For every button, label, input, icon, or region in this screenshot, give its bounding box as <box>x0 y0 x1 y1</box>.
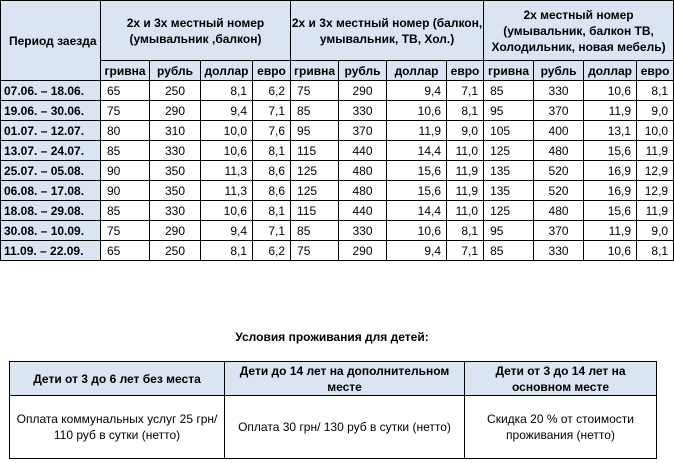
price-cell: 250 <box>150 81 201 101</box>
price-cell: 330 <box>150 201 201 221</box>
price-cell: 10,6 <box>584 81 637 101</box>
table-row <box>1 121 674 141</box>
kids-header: Дети до 14 лет на дополнительном месте <box>225 362 465 396</box>
price-cell: 65 <box>101 241 150 261</box>
price-cell: 9,0 <box>447 121 484 141</box>
price-cell: 105 <box>484 121 534 141</box>
period-cell: 25.07. – 05.08. <box>1 161 101 181</box>
kids-condition-value: Оплата коммунальных услуг 25 грн/ 110 руб в сутки (нетто) <box>10 396 225 459</box>
kids-conditions-table <box>9 361 657 459</box>
price-cell: 290 <box>339 241 387 261</box>
price-cell: 125 <box>291 181 339 201</box>
table-row <box>1 101 674 121</box>
price-cell: 85 <box>291 221 339 241</box>
price-cell: 11,9 <box>637 141 674 161</box>
price-cell: 85 <box>291 101 339 121</box>
price-cell: 11,9 <box>584 221 637 241</box>
price-cell: 9,0 <box>637 101 674 121</box>
price-cell: 8,6 <box>253 181 291 201</box>
price-cell: 11,9 <box>447 181 484 201</box>
price-cell: 8,1 <box>637 81 674 101</box>
period-header: Период заезда <box>1 1 101 81</box>
table-row <box>1 161 674 181</box>
price-cell: 6,2 <box>253 241 291 261</box>
price-cell: 90 <box>101 161 150 181</box>
price-cell: 95 <box>291 121 339 141</box>
price-cell: 75 <box>101 101 150 121</box>
price-cell: 8,1 <box>253 141 291 161</box>
price-cell: 520 <box>534 161 584 181</box>
price-cell: 13,1 <box>584 121 637 141</box>
price-cell: 290 <box>150 221 201 241</box>
period-cell: 19.06. – 30.06. <box>1 101 101 121</box>
price-cell: 90 <box>101 181 150 201</box>
price-cell: 330 <box>534 81 584 101</box>
kids-header: Дети от 3 до 6 лет без места <box>10 362 225 396</box>
table-row <box>1 201 674 221</box>
price-cell: 15,6 <box>584 141 637 161</box>
period-cell: 18.08. – 29.08. <box>1 201 101 221</box>
price-cell: 480 <box>534 201 584 221</box>
price-cell: 9,0 <box>637 221 674 241</box>
currency-header: гривна <box>484 61 534 81</box>
price-cell: 10,0 <box>201 121 253 141</box>
price-cell: 11,9 <box>584 101 637 121</box>
price-cell: 80 <box>101 121 150 141</box>
price-cell: 115 <box>291 141 339 161</box>
table-row <box>1 81 674 101</box>
price-cell: 16,9 <box>584 161 637 181</box>
price-cell: 11,9 <box>637 201 674 221</box>
price-cell: 11,0 <box>447 201 484 221</box>
price-cell: 370 <box>534 221 584 241</box>
table-row <box>1 141 674 161</box>
price-cell: 15,6 <box>387 161 447 181</box>
price-cell: 11,9 <box>447 161 484 181</box>
price-cell: 16,9 <box>584 181 637 201</box>
price-cell: 15,6 <box>387 181 447 201</box>
price-cell: 440 <box>339 141 387 161</box>
period-cell: 11.09. – 22.09. <box>1 241 101 261</box>
price-cell: 10,6 <box>387 101 447 121</box>
price-cell: 11,3 <box>201 161 253 181</box>
currency-header: евро <box>637 61 674 81</box>
price-cell: 310 <box>150 121 201 141</box>
price-cell: 85 <box>484 241 534 261</box>
room-type-header: 2х и 3х местный номер (умывальник ,балкон) <box>101 1 291 61</box>
price-cell: 330 <box>534 241 584 261</box>
table-row <box>1 181 674 201</box>
period-cell: 07.06. – 18.06. <box>1 81 101 101</box>
price-cell: 330 <box>339 221 387 241</box>
period-cell: 30.08. – 10.09. <box>1 221 101 241</box>
price-cell: 75 <box>291 81 339 101</box>
currency-header: гривна <box>101 61 150 81</box>
conditions-title: Условия проживания для детей: <box>235 330 429 344</box>
price-cell: 6,2 <box>253 81 291 101</box>
price-cell: 85 <box>484 81 534 101</box>
price-cell: 9,4 <box>387 81 447 101</box>
price-cell: 290 <box>150 101 201 121</box>
price-cell: 125 <box>291 161 339 181</box>
price-cell: 7,1 <box>253 101 291 121</box>
price-cell: 95 <box>484 101 534 121</box>
price-cell: 480 <box>339 181 387 201</box>
price-cell: 8,1 <box>637 241 674 261</box>
price-cell: 135 <box>484 161 534 181</box>
price-cell: 350 <box>150 181 201 201</box>
price-cell: 7,1 <box>447 81 484 101</box>
table-row <box>1 241 674 261</box>
currency-header: евро <box>447 61 484 81</box>
price-cell: 125 <box>484 141 534 161</box>
table-row <box>1 221 674 241</box>
price-cell: 9,4 <box>387 241 447 261</box>
price-cell: 65 <box>101 81 150 101</box>
kids-condition-value: Оплата 30 грн/ 130 руб в сутки (нетто) <box>225 396 465 459</box>
price-cell: 8,6 <box>253 161 291 181</box>
price-cell: 8,1 <box>201 241 253 261</box>
price-cell: 75 <box>291 241 339 261</box>
price-cell: 115 <box>291 201 339 221</box>
price-cell: 12,9 <box>637 161 674 181</box>
room-type-header: 2х и 3х местный номер (балкон, умывальник, ТВ, Хол.) <box>291 1 484 61</box>
price-cell: 75 <box>101 221 150 241</box>
currency-header: евро <box>253 61 291 81</box>
period-cell: 13.07. – 24.07. <box>1 141 101 161</box>
period-cell: 06.08. – 17.08. <box>1 181 101 201</box>
room-type-header: 2х местный номер (умывальник, балкон ТВ, Холодильник, новая мебель) <box>484 1 674 61</box>
price-cell: 520 <box>534 181 584 201</box>
price-cell: 9,4 <box>201 221 253 241</box>
price-cell: 85 <box>101 141 150 161</box>
price-cell: 440 <box>339 201 387 221</box>
currency-header: доллар <box>584 61 637 81</box>
price-cell: 11,3 <box>201 181 253 201</box>
price-cell: 8,1 <box>201 81 253 101</box>
currency-header: рубль <box>150 61 201 81</box>
price-cell: 8,1 <box>447 101 484 121</box>
price-cell: 125 <box>484 201 534 221</box>
price-cell: 85 <box>101 201 150 221</box>
price-cell: 370 <box>339 121 387 141</box>
price-cell: 14,4 <box>387 201 447 221</box>
price-cell: 8,1 <box>447 221 484 241</box>
price-cell: 330 <box>150 141 201 161</box>
price-cell: 10,6 <box>387 221 447 241</box>
kids-header: Дети от 3 до 14 лет на основном месте <box>465 362 657 396</box>
price-cell: 7,6 <box>253 121 291 141</box>
currency-header: рубль <box>339 61 387 81</box>
price-cell: 11,0 <box>447 141 484 161</box>
price-cell: 95 <box>484 221 534 241</box>
price-cell: 290 <box>339 81 387 101</box>
price-cell: 10,6 <box>201 201 253 221</box>
price-cell: 135 <box>484 181 534 201</box>
currency-header: доллар <box>201 61 253 81</box>
price-cell: 480 <box>339 161 387 181</box>
price-cell: 480 <box>534 141 584 161</box>
price-cell: 350 <box>150 161 201 181</box>
currency-header: рубль <box>534 61 584 81</box>
price-cell: 11,9 <box>387 121 447 141</box>
price-cell: 15,6 <box>584 201 637 221</box>
currency-header: гривна <box>291 61 339 81</box>
price-cell: 370 <box>534 101 584 121</box>
price-cell: 9,4 <box>201 101 253 121</box>
price-cell: 14,4 <box>387 141 447 161</box>
price-cell: 10,6 <box>201 141 253 161</box>
price-cell: 7,1 <box>447 241 484 261</box>
currency-header: доллар <box>387 61 447 81</box>
price-cell: 7,1 <box>253 221 291 241</box>
period-cell: 01.07. – 12.07. <box>1 121 101 141</box>
price-cell: 10,0 <box>637 121 674 141</box>
kids-condition-value: Скидка 20 % от стоимости проживания (нетто) <box>465 396 657 459</box>
price-cell: 12,9 <box>637 181 674 201</box>
price-cell: 330 <box>339 101 387 121</box>
price-cell: 10,6 <box>584 241 637 261</box>
price-cell: 8,1 <box>253 201 291 221</box>
price-cell: 250 <box>150 241 201 261</box>
price-cell: 400 <box>534 121 584 141</box>
